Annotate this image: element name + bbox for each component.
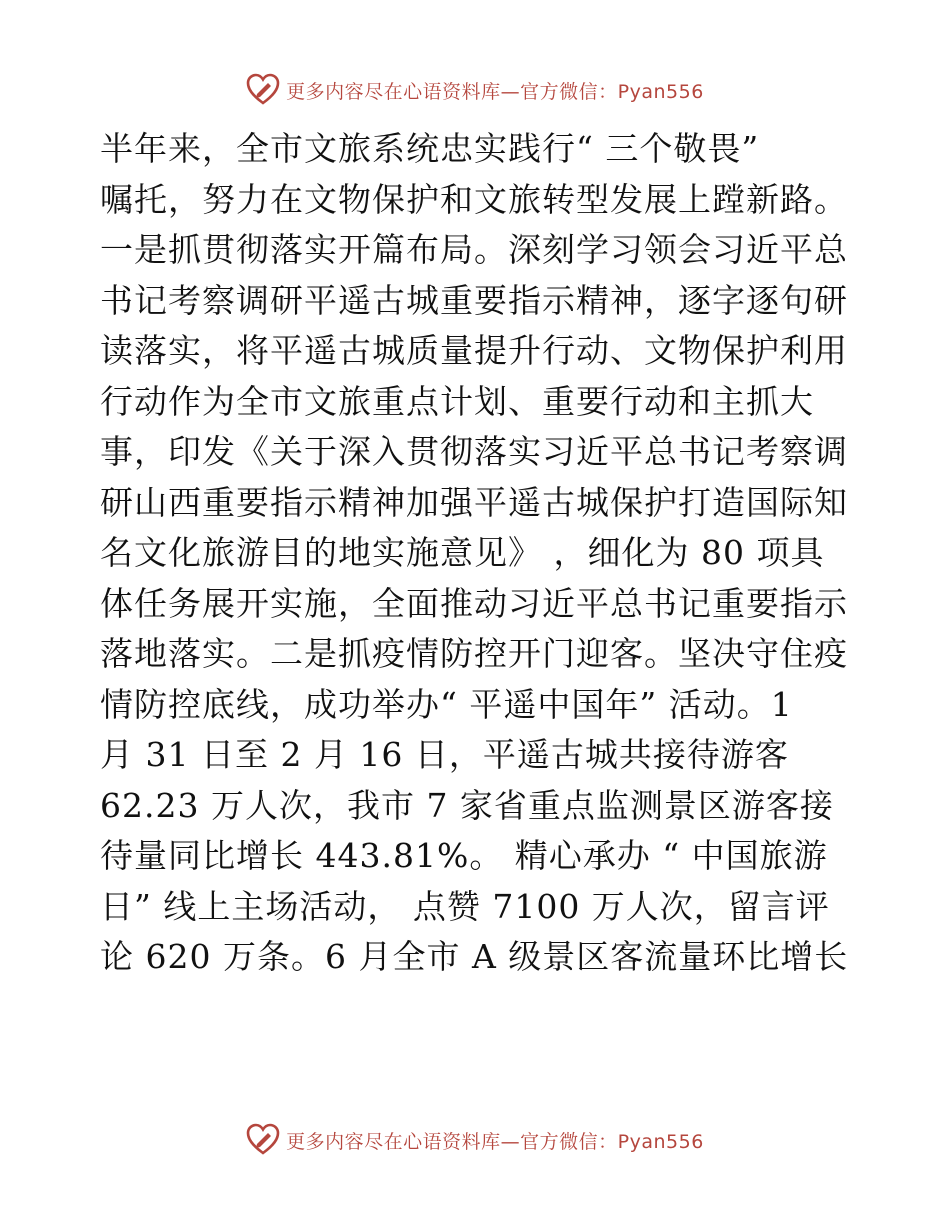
text-line: 体任务展开实施，全面推动习近平总书记重要指示 (100, 583, 848, 623)
text-line: 行动作为全市文旅重点计划、重要行动和主抓大 (100, 381, 814, 421)
text-line: 半年来，全市文旅系统忠实践行“ 三个敬畏” (100, 129, 760, 168)
heart-pen-logo-icon (246, 1123, 280, 1157)
text-line: 读落实，将平遥古城质量提升行动、文物保护利用 (100, 331, 848, 370)
heart-pen-logo-icon (246, 73, 280, 107)
watermark-text: 更多内容尽在心语资料库—官方微信：Pyan556 (286, 1130, 704, 1153)
text-line: 嘱托，努力在文物保护和文旅转型发展上蹚新路。 (100, 179, 848, 219)
watermark-text: 更多内容尽在心语资料库—官方微信：Pyan556 (286, 80, 704, 103)
text-line: 事，印发《关于深入贯彻落实习近平总书记考察调 (100, 432, 848, 471)
header-watermark (0, 70, 950, 110)
text-line: 日” 线上主场活动， 点赞 7100 万人次，留言评 (100, 886, 830, 926)
text-line: 名文化旅游目的地实施意见》 ，细化为 80 项具 (100, 533, 825, 572)
text-line: 月 31 日至 2 月 16 日，平遥古城共接待游客 (100, 735, 789, 774)
text-line: 一是抓贯彻落实开篇布局。深刻学习领会习近平总 (100, 230, 848, 269)
text-line: 待量同比增长 443.81%。 精心承办 “ 中国旅游 (100, 836, 828, 875)
text-line: 情防控底线，成功举办“ 平遥中国年” 活动。1 (100, 684, 793, 724)
text-line: 落地落实。二是抓疫情防控开门迎客。坚决守住疫 (100, 634, 848, 673)
text-line: 论 620 万条。6 月全市 A 级景区客流量环比增长 (100, 937, 849, 976)
text-line: 研山西重要指示精神加强平遥古城保护打造国际知 (100, 482, 848, 522)
footer-watermark (0, 1120, 950, 1160)
text-line: 书记考察调研平遥古城重要指示精神，逐字逐句研 (100, 280, 848, 320)
document-body (100, 124, 860, 983)
text-line: 62.23 万人次，我市 7 家省重点监测景区游客接 (100, 785, 834, 825)
